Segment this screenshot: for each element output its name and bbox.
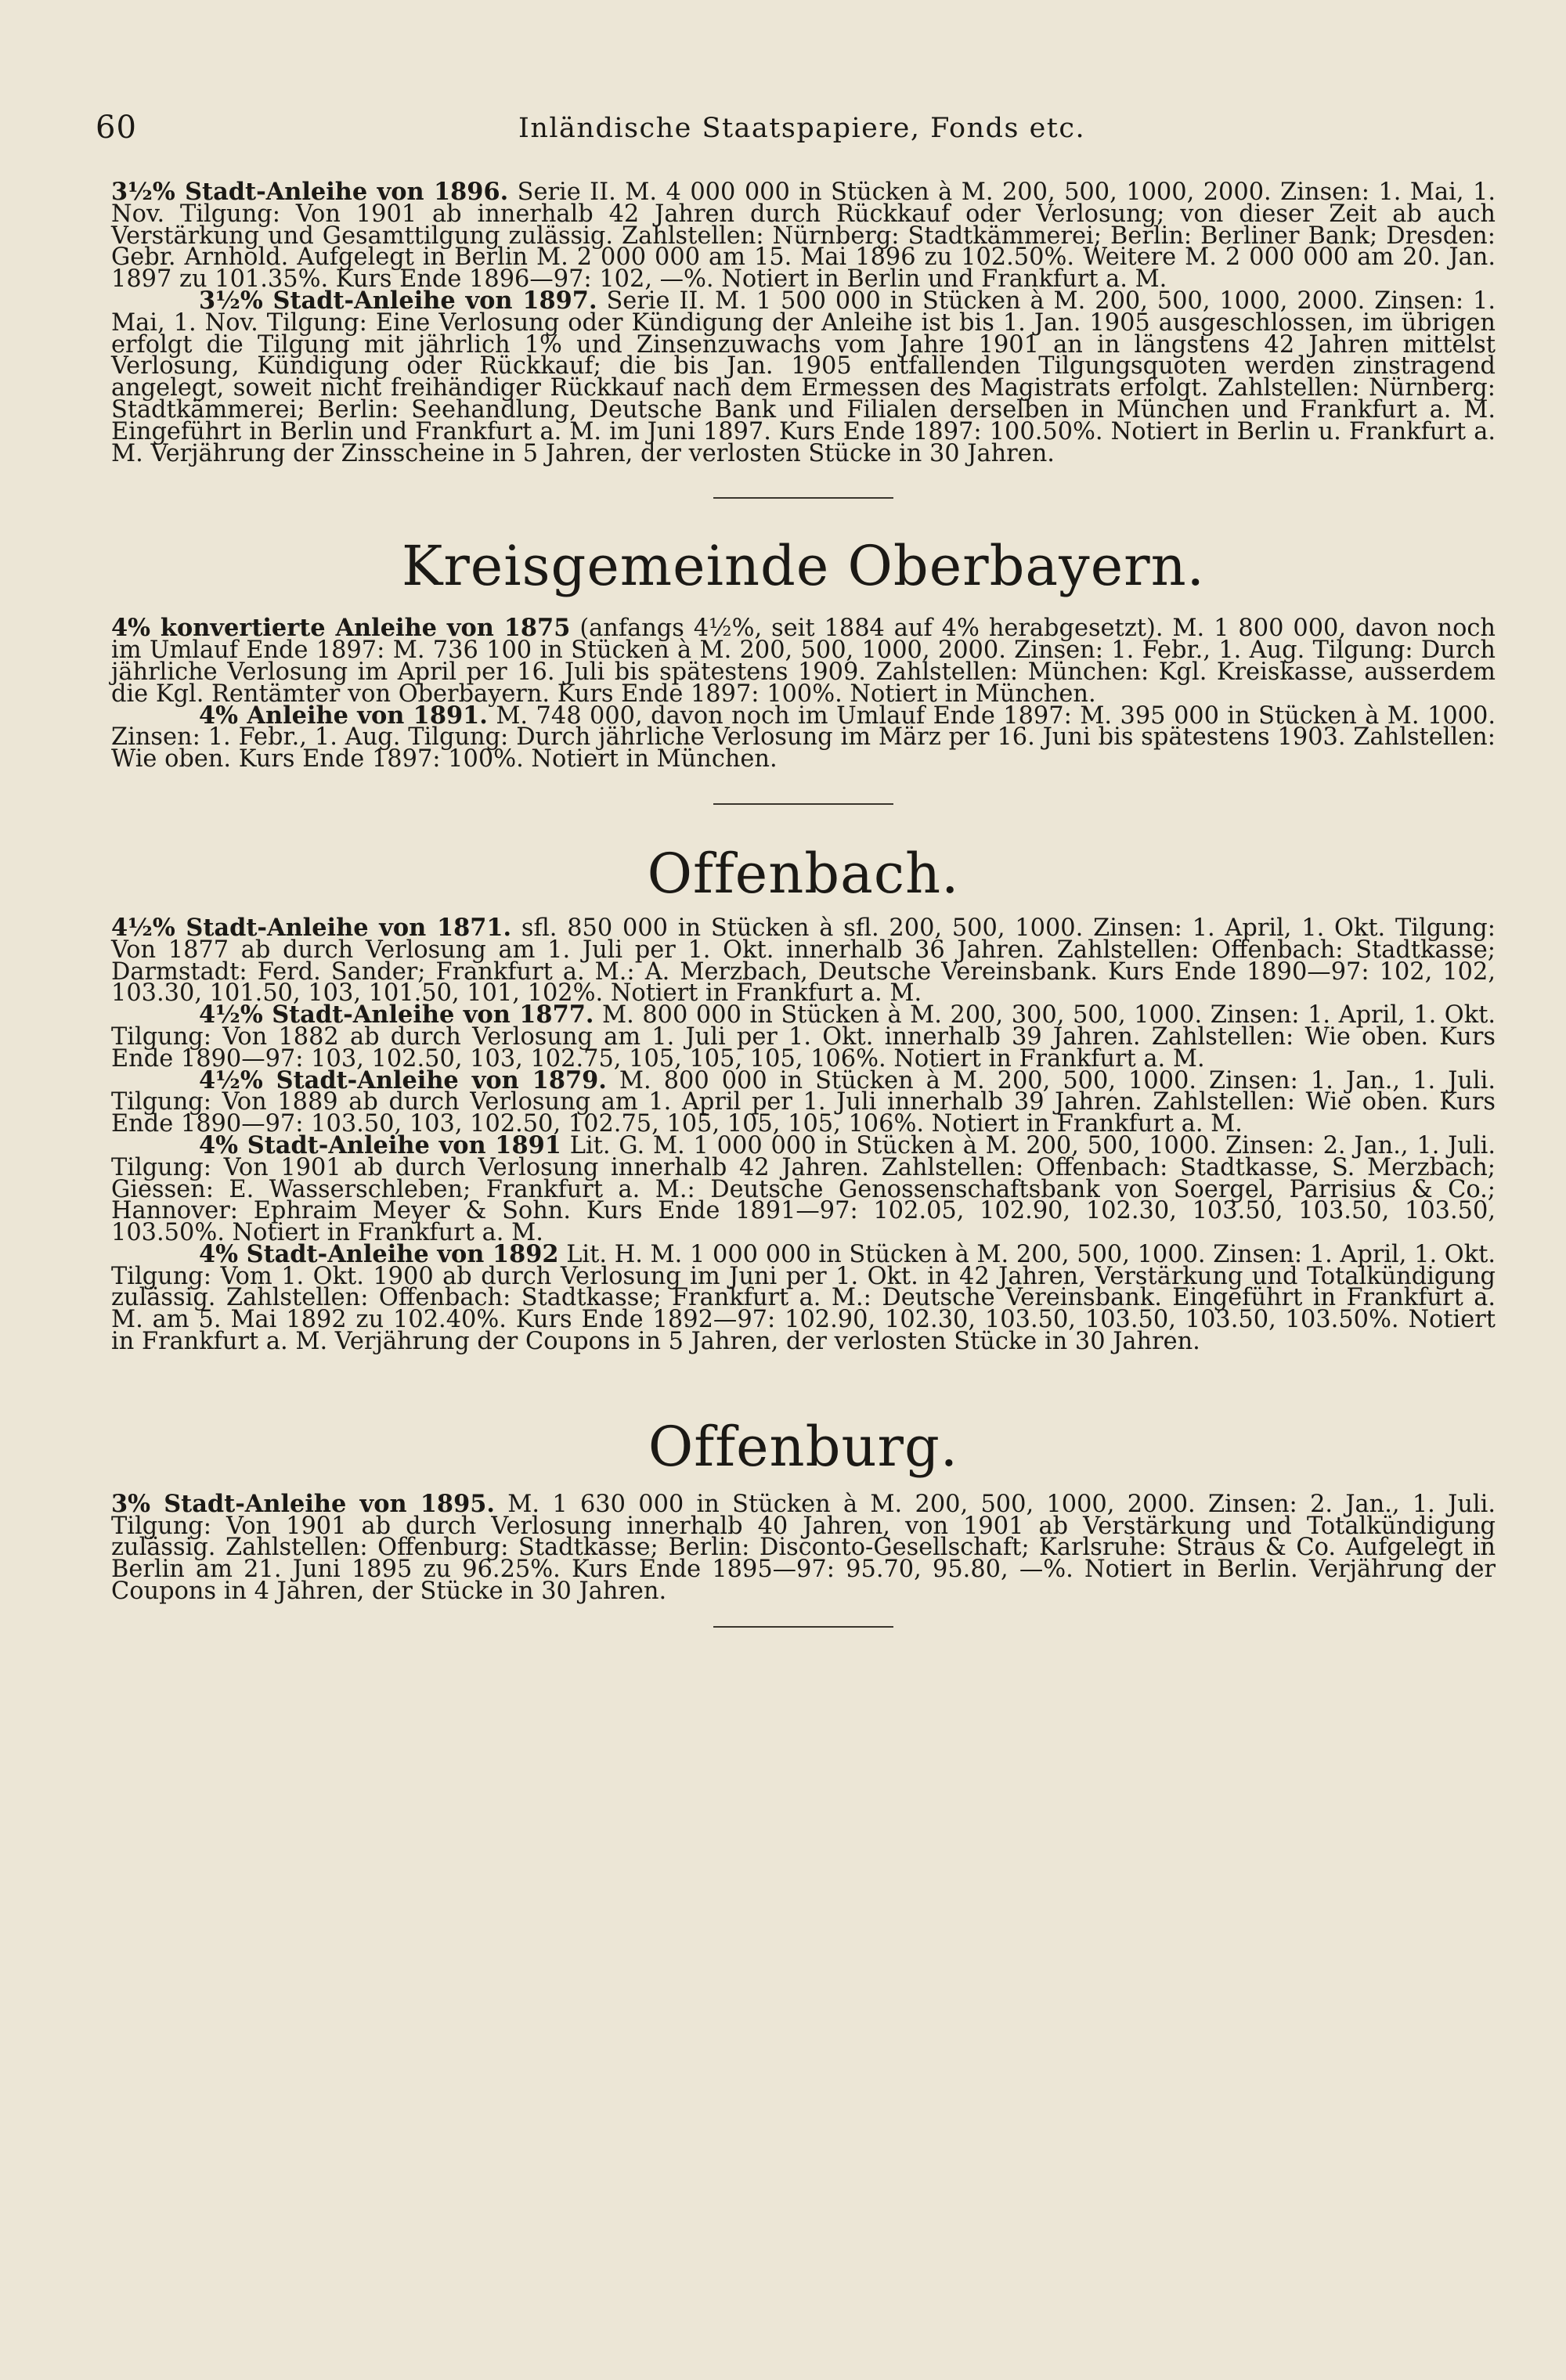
entry-text: sfl. 850 000 in Stücken à sfl. 200, 500, 1000. Zinsen: 1. April, 1. Okt. Tilgung: Von 1877 ab durch Verlosung am 1. Juli per 1. Okt. innerhalb 36 Jahren. Zahlstellen: Offenbach: Stadtkasse; Darmstadt: Ferd. Sander; Frankfurt a. M.: A. Merzbach, Deutsche Vereinsbank. Kurs Ende 1890—97: 102, 102, 103.30, 101.50, 103, 101.50, 101, 102%. Notiert in Frankfurt a. M. (111, 914, 1496, 1008)
entry-text: Serie II. M. 1 500 000 in Stücken à M. 200, 500, 1000, 2000. Zinsen: 1. Mai, 1. Nov. Tilgung: Eine Verlosung oder Kündigung der Anleihe ist bis 1. Jan. 1905 ausgeschlossen, im übrigen erfolgt die Tilgung mit jährlich 1% und Zinsenzuwachs vom Jahre 1901 an in längstens 42 Jahren mittelst Verlosung, Kündigung oder Rückkauf; die bis Jan. 1905 entfallenden Tilgungsquoten werden zinstragend angelegt, soweit nicht freihändiger Rückkauf nach dem Ermessen des Magistrats erfolgt. Zahlstellen: Nürnberg: Stadtkämmerei; Berlin: Seehandlung, Deutsche Bank und Filialen derselben in München und Frankfurt a. M. Eingeführt in Berlin und Frankfurt a. M. im Juni 1897. Kurs Ende 1897: 100.50%. Notiert in Berlin u. Frankfurt a. M. Verjährung der Zinsscheine in 5 Jahren, der verlosten Stücke in 30 Jahren. (111, 287, 1496, 467)
running-head (96, 103, 1489, 150)
section-heading-offenbach: Offenbach. (647, 841, 960, 906)
entry-text: M. 1 630 000 in Stücken à M. 200, 500, 1000, 2000. Zinsen: 2. Jan., 1. Juli. Tilgung: Von 1901 ab durch Verlosung innerhalb 40 Jahren, von 1901 ab Verstärkung und Totalkündigung zulässig. Zahlstellen: Offenburg: Stadtkasse; Berlin: Disconto-Gesellschaft; Karlsruhe: Straus & Co. Aufgelegt in Berlin am 21. Juni 1895 zu 96.25%. Kurs Ende 1895—97: 95.70, 95.80, —%. Notiert in Berlin. Verjährung der Coupons in 4 Jahren, der Stücke in 30 Jahren. (111, 1490, 1496, 1606)
section-divider (713, 803, 893, 805)
entry-title: 3% Stadt-Anleihe von 1895. (111, 1489, 495, 1518)
entry-offenbach-1879 (111, 1066, 1496, 1138)
entry-title: 4½% Stadt-Anleihe von 1879. (199, 1066, 607, 1094)
entry-text: Serie II. M. 4 000 000 in Stücken à M. 200, 500, 1000, 2000. Zinsen: 1. Mai, 1. Nov. Tilgung: Von 1901 ab innerhalb 42 Jahren durch Rückkauf oder Verlosung; von dieser Zeit ab auch Verstärkung und Gesamttilgung zulässig. Zahlstellen: Nürnberg: Stadtkämmerei; Berlin: Berliner Bank; Dresden: Gebr. Arnhold. Aufgelegt in Berlin M. 2 000 000 am 15. Mai 1896 zu 102.50%. Weitere M. 2 000 000 am 20. Jan. 1897 zu 101.35%. Kurs Ende 1896—97: 102, —%. Notiert in Berlin und Frankfurt a. M. (111, 178, 1496, 294)
page-body (111, 178, 1496, 1664)
entry-text: M. 800 000 in Stücken à M. 200, 300, 500, 1000. Zinsen: 1. April, 1. Okt. Tilgung: Von 1882 ab durch Verlosung am 1. Juli per 1. Okt. innerhalb 39 Jahren. Zahlstellen: Wie oben. Kurs Ende 1890—97: 103, 102.50, 103, 102.75, 105, 105, 105, 106%. Notiert in Frankfurt a. M. (111, 1001, 1496, 1073)
section-divider (713, 497, 893, 499)
entry-nuernberg-1896 (111, 178, 1496, 294)
entry-text: M. 800 000 in Stücken à M. 200, 500, 1000. Zinsen: 1. Jan., 1. Juli. Tilgung: Von 1889 ab durch Verlosung am 1. April per 1. Juli innerhalb 39 Jahren. Zahlstellen: Wie oben. Kurs Ende 1890—97: 103.50, 103, 102.50, 102.75, 105, 105, 105, 106%. Notiert in Frankfurt a. M. (111, 1066, 1496, 1138)
section-heading-oberbayern: Kreisgemeinde Oberbayern. (402, 534, 1205, 599)
entry-offenbach-1871 (111, 913, 1496, 1008)
entry-oberbayern-1891 (111, 701, 1496, 774)
entry-title: 4½% Stadt-Anleihe von 1871. (111, 913, 512, 942)
running-head-title: Inländische Staatspapiere, Fonds etc. (518, 113, 1086, 144)
entry-text: (anfangs 4½%, seit 1884 auf 4% herabgesetzt). M. 1 800 000, davon noch im Umlauf Ende 1897: M. 736 100 in Stücken à M. 200, 500, 1000, 2000. Zinsen: 1. Febr., 1. Aug. Tilgung: Durch jährliche Verlosung im April per 16. Juli bis spätestens 1909. Zahlstellen: München: Kgl. Kreiskasse, ausserdem die Kgl. Rentämter von Oberbayern. Kurs Ende 1897: 100%. Notiert in München. (111, 615, 1496, 708)
entry-text: M. 748 000, davon noch im Umlauf Ende 1897: M. 395 000 in Stücken à M. 1000. Zinsen: 1. Febr., 1. Aug. Tilgung: Durch jährliche Verlosung im März per 16. Juni bis spätestens 1903. Zahlstellen: Wie oben. Kurs Ende 1897: 100%. Notiert in München. (111, 701, 1496, 774)
entry-title: 4% Stadt-Anleihe von 1892 (199, 1239, 559, 1268)
entry-title: 4% Stadt-Anleihe von 1891 (199, 1130, 561, 1159)
entry-oberbayern-1875 (111, 614, 1496, 708)
entry-text: Lit. H. M. 1 000 000 in Stücken à M. 200, 500, 1000. Zinsen: 1. April, 1. Okt. Tilgung: Vom 1. Okt. 1900 ab durch Verlosung im Juni per 1. Okt. in 42 Jahren, Verstärkung und Totalkündigung zulässig. Zahlstellen: Offenbach: Stadtkasse; Frankfurt a. M.: Deutsche Vereinsbank. Eingeführt in Frankfurt a. M. am 5. Mai 1892 zu 102.40%. Kurs Ende 1892—97: 102.90, 102.30, 103.50, 103.50, 103.50, 103.50%. Notiert in Frankfurt a. M. Verjährung der Coupons in 5 Jahren, der verlosten Stücke in 30 Jahren. (111, 1240, 1496, 1356)
entry-title: 4% Anleihe von 1891. (199, 701, 488, 730)
section-divider (713, 1626, 893, 1628)
section-spacer (111, 1353, 1496, 1415)
entry-nuernberg-1897 (111, 286, 1496, 467)
entry-offenbach-1877 (111, 1001, 1496, 1073)
entry-offenburg-1895 (111, 1489, 1496, 1606)
entry-title: 3½% Stadt-Anleihe von 1897. (199, 286, 597, 315)
entry-title: 3½% Stadt-Anleihe von 1896. (111, 178, 509, 206)
entry-offenbach-1892 (111, 1239, 1496, 1356)
entry-text: Lit. G. M. 1 000 000 in Stücken à M. 200, 500, 1000. Zinsen: 2. Jan., 1. Juli. Tilgung: Von 1901 ab durch Verlosung innerhalb 42 Jahren. Zahlstellen: Offenbach: Stadtkasse, S. Merzbach; Giessen: E. Wasserschleben; Frankfurt a. M.: Deutsche Genossenschaftsbank von Soergel, Parrisius & Co.; Hannover: Ephraim Meyer & Sohn. Kurs Ende 1891—97: 102.05, 102.90, 102.30, 103.50, 103.50, 103.50, 103.50%. Notiert in Frankfurt a. M. (111, 1131, 1496, 1247)
entry-offenbach-1891 (111, 1130, 1496, 1247)
entry-title: 4% konvertierte Anleihe von 1875 (111, 614, 571, 643)
section-heading-offenburg: Offenburg. (648, 1414, 959, 1479)
entry-title: 4½% Stadt-Anleihe von 1877. (199, 1001, 594, 1030)
page-number: 60 (96, 110, 137, 146)
